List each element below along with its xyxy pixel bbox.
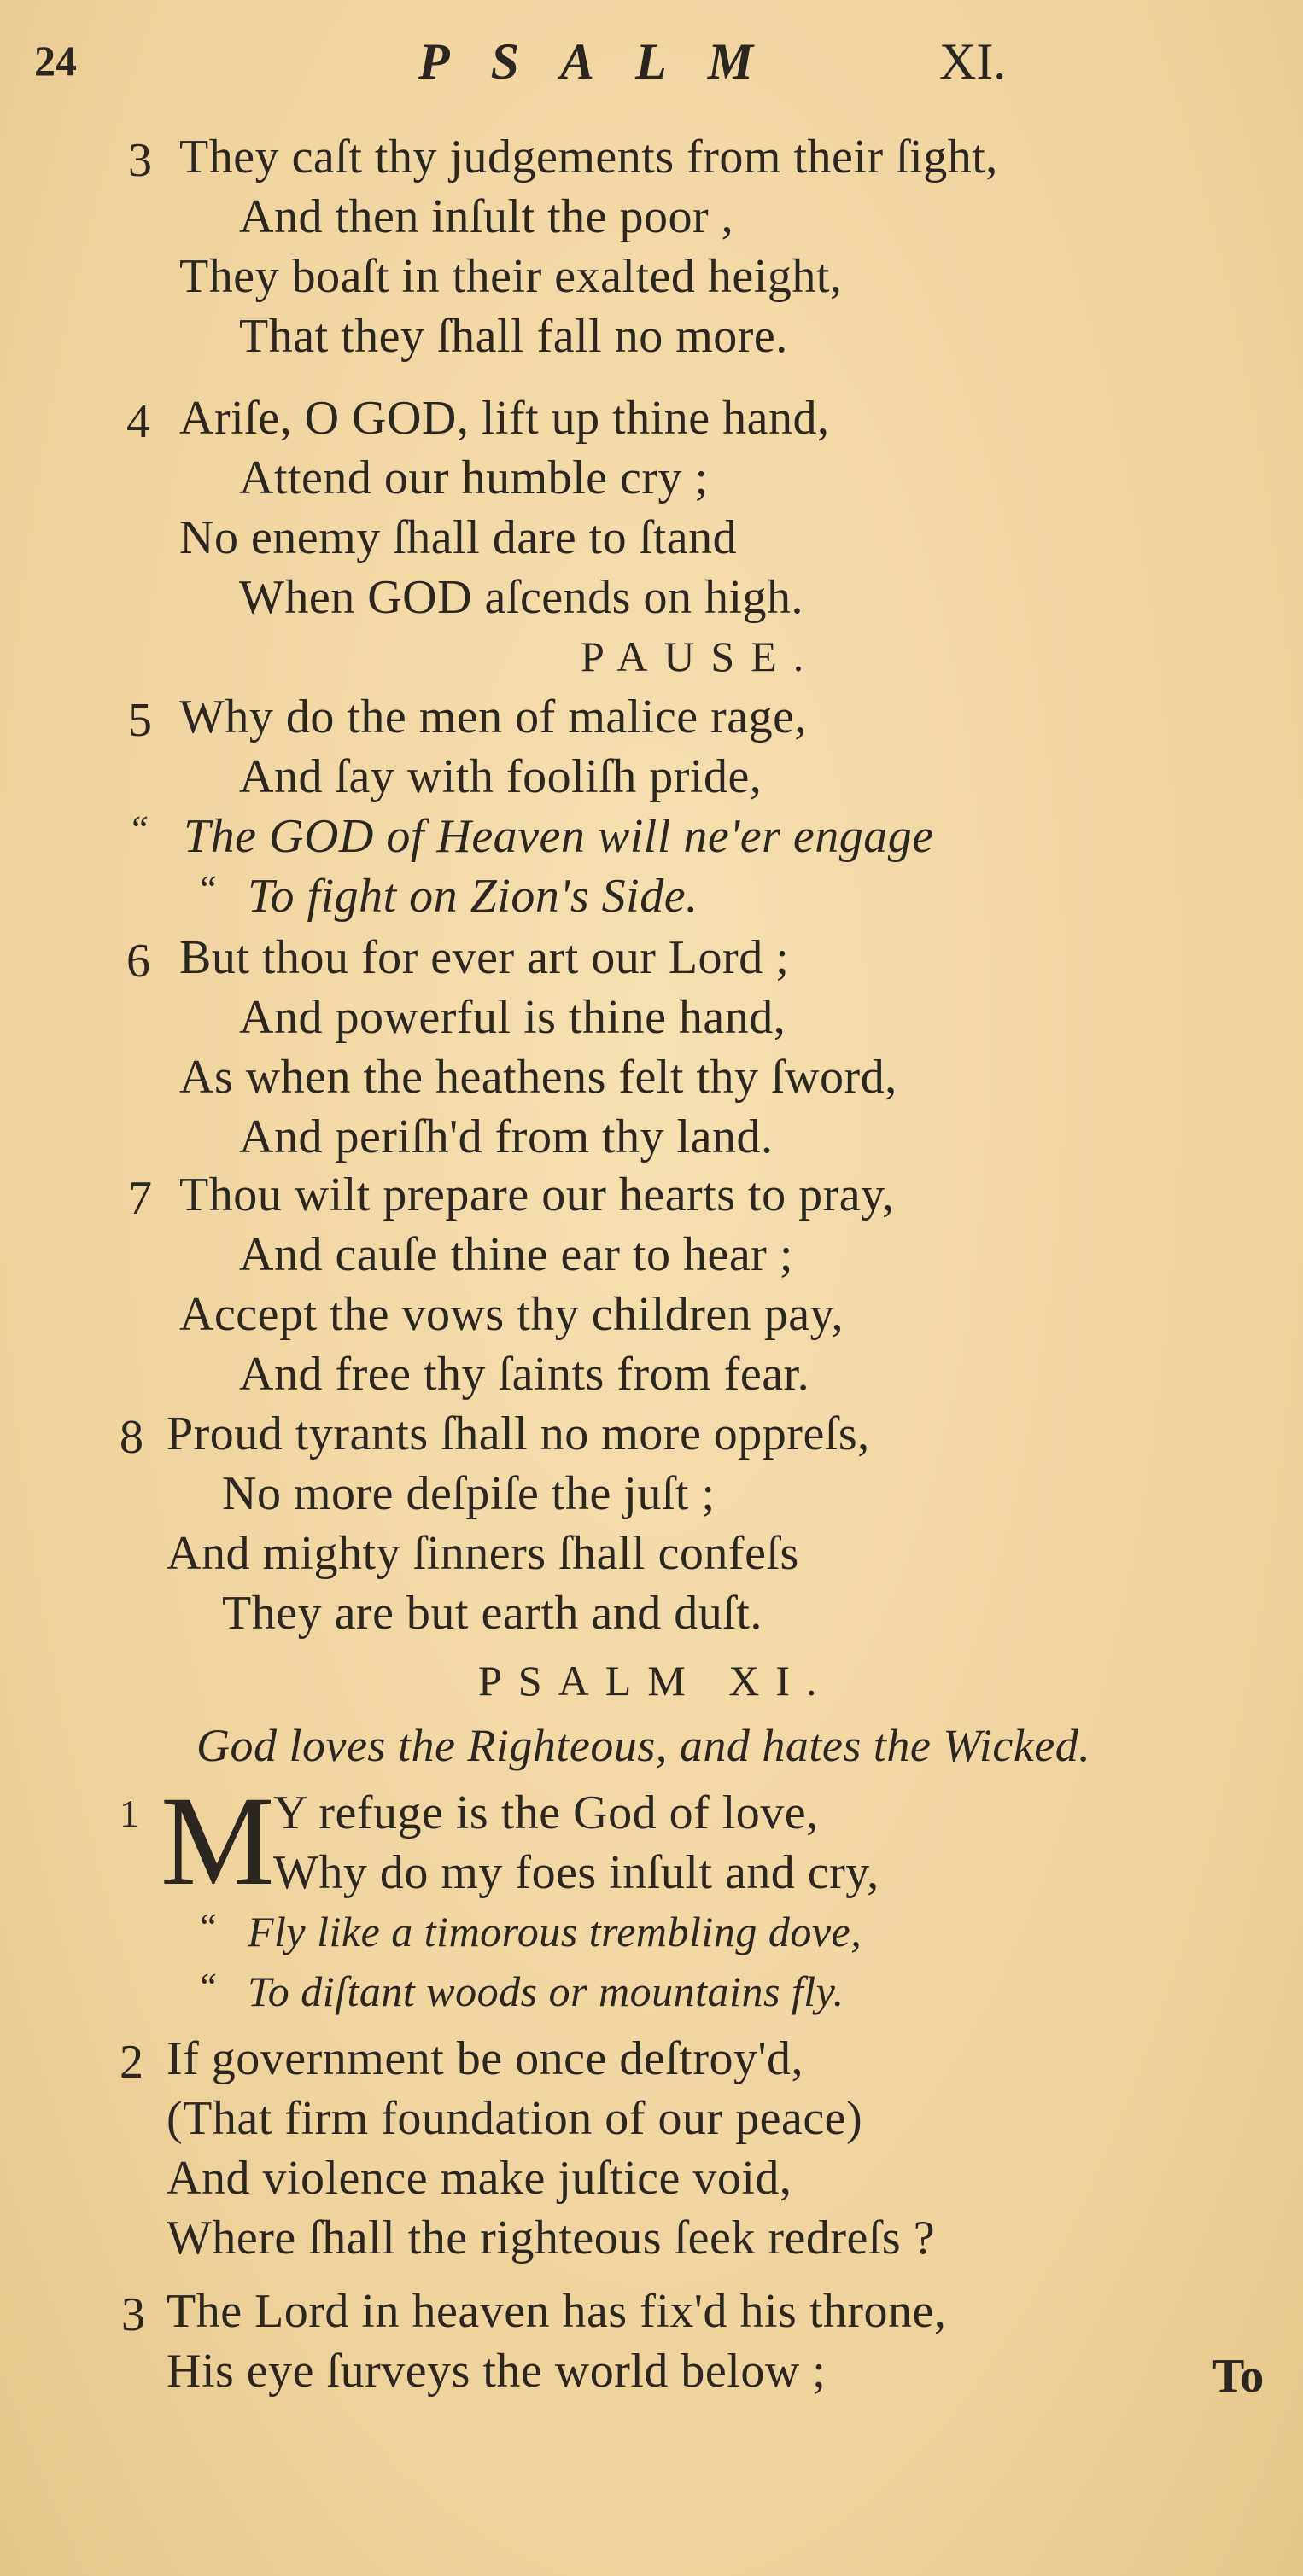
verse-line: Y refuge is the God of love,	[273, 1786, 819, 1839]
stanza-number: 4	[126, 395, 150, 448]
verse-line: And powerful is thine hand,	[239, 991, 786, 1044]
verse-line: And free thy ſaints from fear.	[239, 1348, 810, 1401]
running-header	[0, 26, 1303, 90]
stanza-number: 5	[128, 694, 152, 747]
verse-line: And periſh'd from thy land.	[239, 1110, 774, 1163]
stanza-number: 3	[128, 134, 152, 187]
page-title: PSALM	[418, 33, 795, 90]
verse-line: When GOD aſcends on high.	[239, 571, 804, 624]
verse-line: Why do the men of malice rage,	[179, 691, 807, 743]
verse-line: Ariſe, O GOD, lift up thine hand,	[179, 392, 830, 445]
verse-line: His eye ſurveys the world below ;	[167, 2345, 827, 2398]
verse-line: To diſtant woods or mountains fly.	[248, 1967, 844, 2015]
quote-mark: “	[196, 1966, 218, 2008]
verse-line: (That firm foundation of our peace)	[167, 2092, 863, 2145]
verse-line: Thou wilt prepare our hearts to pray,	[179, 1169, 895, 1221]
stanza-number: 2	[120, 2036, 143, 2089]
psalm-number: XI.	[939, 33, 1007, 90]
verse-line: They are but earth and duſt.	[222, 1587, 763, 1640]
verse-line: They boaſt in their exalted height,	[179, 250, 843, 303]
verse-line: And ſay with fooliſh pride,	[239, 750, 763, 803]
stanza-number: 6	[126, 935, 150, 988]
stanza-number: 7	[128, 1172, 152, 1225]
catchword: To	[1212, 2350, 1265, 2403]
pause-heading: PAUSE.	[581, 632, 821, 680]
verse-line: And then inſult the poor ,	[239, 190, 734, 243]
verse-line: The GOD of Heaven will ne'er engage	[184, 810, 934, 863]
psalm-heading: PSALM XI.	[478, 1657, 833, 1705]
verse-line: Where ſhall the righteous ſeek redreſs ?	[167, 2212, 936, 2264]
verse-line: That they ſhall fall no more.	[239, 310, 788, 363]
verse-line: And violence make juſtice void,	[167, 2152, 792, 2205]
verse-line: To fight on Zion's Side.	[248, 870, 698, 923]
verse-line: The Lord in heaven has fix'd his throne,	[167, 2285, 947, 2338]
stanza-number: 3	[121, 2288, 145, 2341]
verse-line: And mighty ſinners ſhall confeſs	[167, 1527, 799, 1580]
verse-line: Why do my foes inſult and cry,	[273, 1846, 879, 1899]
verse-line: If government be once deſtroy'd,	[167, 2032, 804, 2085]
verse-line: As when the heathens felt thy ſword,	[179, 1051, 897, 1104]
verse-line: They caſt thy judgements from their ſight,	[179, 131, 998, 184]
drop-cap: M	[161, 1770, 275, 1912]
stanza-number: 1	[120, 1792, 139, 1835]
verse-line: Attend our humble cry ;	[239, 452, 709, 504]
verse-line: And cauſe thine ear to hear ;	[239, 1228, 793, 1281]
verse-line: No enemy ſhall dare to ſtand	[179, 511, 738, 564]
psalm-subtitle: God loves the Righteous, and hates the Wicked.	[196, 1720, 1091, 1771]
stanza-number: 8	[120, 1411, 143, 1464]
quote-mark: “	[196, 1906, 218, 1948]
verse-line: Accept the vows thy children pay,	[179, 1288, 844, 1341]
verse-line: But thou for ever art our Lord ;	[179, 931, 790, 984]
verse-line: No more deſpiſe the juſt ;	[222, 1467, 716, 1520]
page-number: 24	[34, 37, 77, 85]
verse-line: Fly like a timorous trembling dove,	[248, 1908, 862, 1955]
quote-mark: “	[128, 808, 149, 850]
quote-mark: “	[196, 868, 218, 910]
verse-line: Proud tyrants ſhall no more oppreſs,	[167, 1407, 870, 1460]
